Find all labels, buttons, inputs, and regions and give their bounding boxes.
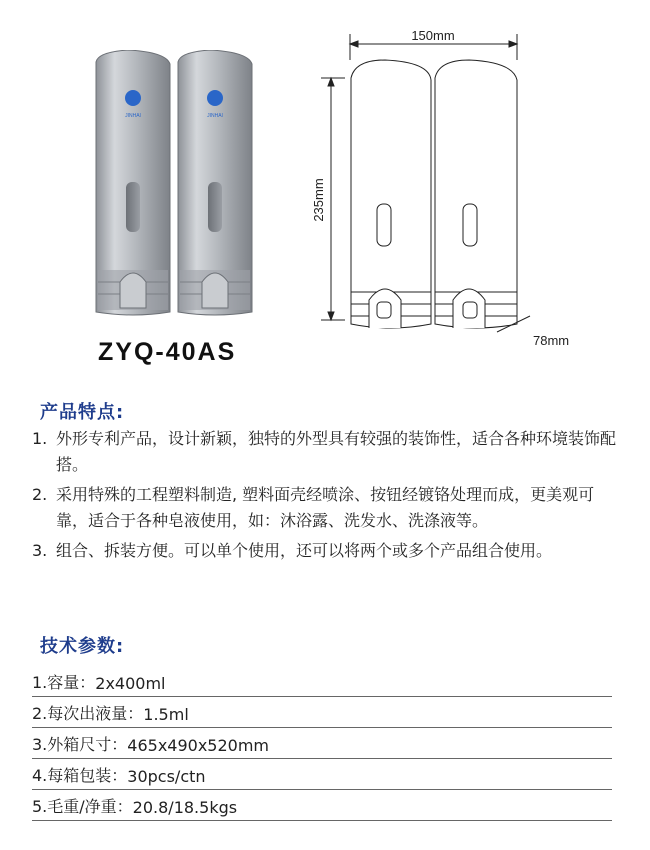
spec-label: 4.每箱包装： [32, 766, 128, 785]
specs-heading: 技术参数: [40, 636, 125, 657]
spec-value: 1.5ml [143, 705, 189, 724]
spec-value: 2x400ml [95, 674, 166, 693]
left-dispenser-unit [96, 50, 170, 315]
right-unit-outline [435, 60, 517, 328]
spec-row [32, 697, 612, 728]
depth-dimension-line [497, 316, 530, 332]
brand-label: JINHAI [207, 113, 223, 119]
brand-label: JINHAI [125, 113, 141, 119]
model-name: ZYQ-40AS [98, 338, 237, 366]
specs-table [32, 666, 612, 821]
feature-number: 1. [32, 429, 48, 448]
feature-text: 外形专利产品，设计新颖，独特的外型具有较强的装饰性，适合各种环境装饰配搭。 [56, 429, 617, 474]
feature-text: 组合、拆装方便。可以单个使用，还可以将两个或多个产品组合使用。 [56, 541, 553, 560]
spec-label: 1.容量： [32, 673, 96, 692]
spec-label: 3.外箱尺寸： [32, 735, 128, 754]
left-unit-outline [351, 60, 431, 328]
right-dispenser-unit [178, 50, 252, 315]
feature-number: 3. [32, 541, 48, 560]
height-label: 235mm [311, 178, 326, 222]
feature-item [32, 482, 622, 534]
spec-value: 20.8/18.5kgs [132, 798, 238, 817]
spec-row [32, 759, 612, 790]
dimension-drawing [305, 20, 605, 360]
brand-logo-icon [207, 90, 223, 106]
depth-label: 78mm [533, 333, 570, 348]
features-heading: 产品特点: [40, 402, 125, 423]
spec-row [32, 728, 612, 759]
features-list [32, 426, 622, 568]
width-label: 150mm [411, 28, 455, 43]
spec-label: 5.毛重/净重： [32, 797, 133, 816]
spec-row [32, 666, 612, 697]
feature-item [32, 538, 622, 564]
spec-value: 465x490x520mm [127, 736, 270, 755]
spec-value: 30pcs/ctn [127, 767, 206, 786]
feature-item [32, 426, 622, 478]
feature-number: 2. [32, 485, 48, 504]
feature-text: 采用特殊的工程塑料制造, 塑料面壳经喷涂、按钮经镀铬处理而成，更美观可靠，适合于各种皂液使用，如：沐浴露、洗发水、洗涤液等。 [56, 485, 595, 530]
brand-logo-icon [125, 90, 141, 106]
product-photo [88, 50, 258, 320]
spec-row [32, 790, 612, 821]
spec-label: 2.每次出液量： [32, 704, 144, 723]
